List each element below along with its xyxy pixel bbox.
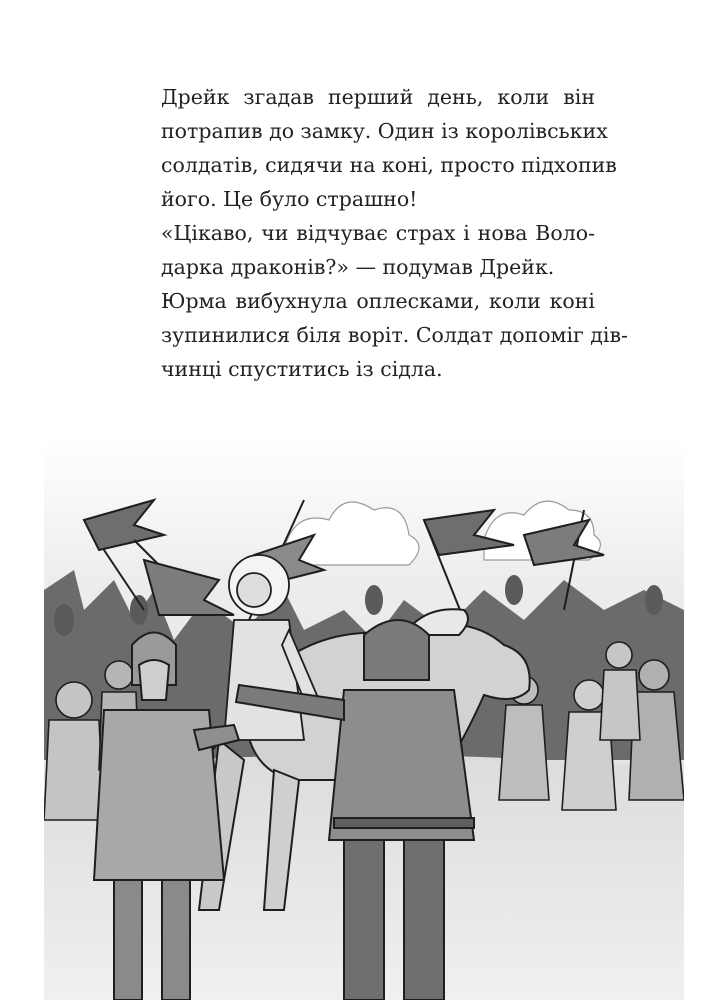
paragraph-3 [135,284,628,386]
castle-gate-illustration [44,440,684,1000]
text-line: Юрма вибухнула оплесками, коли коні [161,289,595,313]
paragraph-2 [135,216,595,284]
text-line: зупинилися біля воріт. Солдат допоміг дів- [161,323,628,347]
text-line: Дрейк згадав перший день, коли він [161,85,595,109]
text-line: його. Це було страшно! [161,187,418,211]
paragraph-1 [135,80,617,216]
text-line: потрапив до замку. Один із королівських [161,119,608,143]
story-text [135,80,628,386]
illustration-svg [44,440,684,1000]
text-line: чинці спуститись із сідла. [161,357,443,381]
text-line: дарка драконів?» — подумав Дрейк. [161,255,555,279]
text-line: «Цікаво, чи відчуває страх і нова Воло- [161,221,595,245]
text-line: солдатів, сидячи на коні, просто підхопив [161,153,617,177]
